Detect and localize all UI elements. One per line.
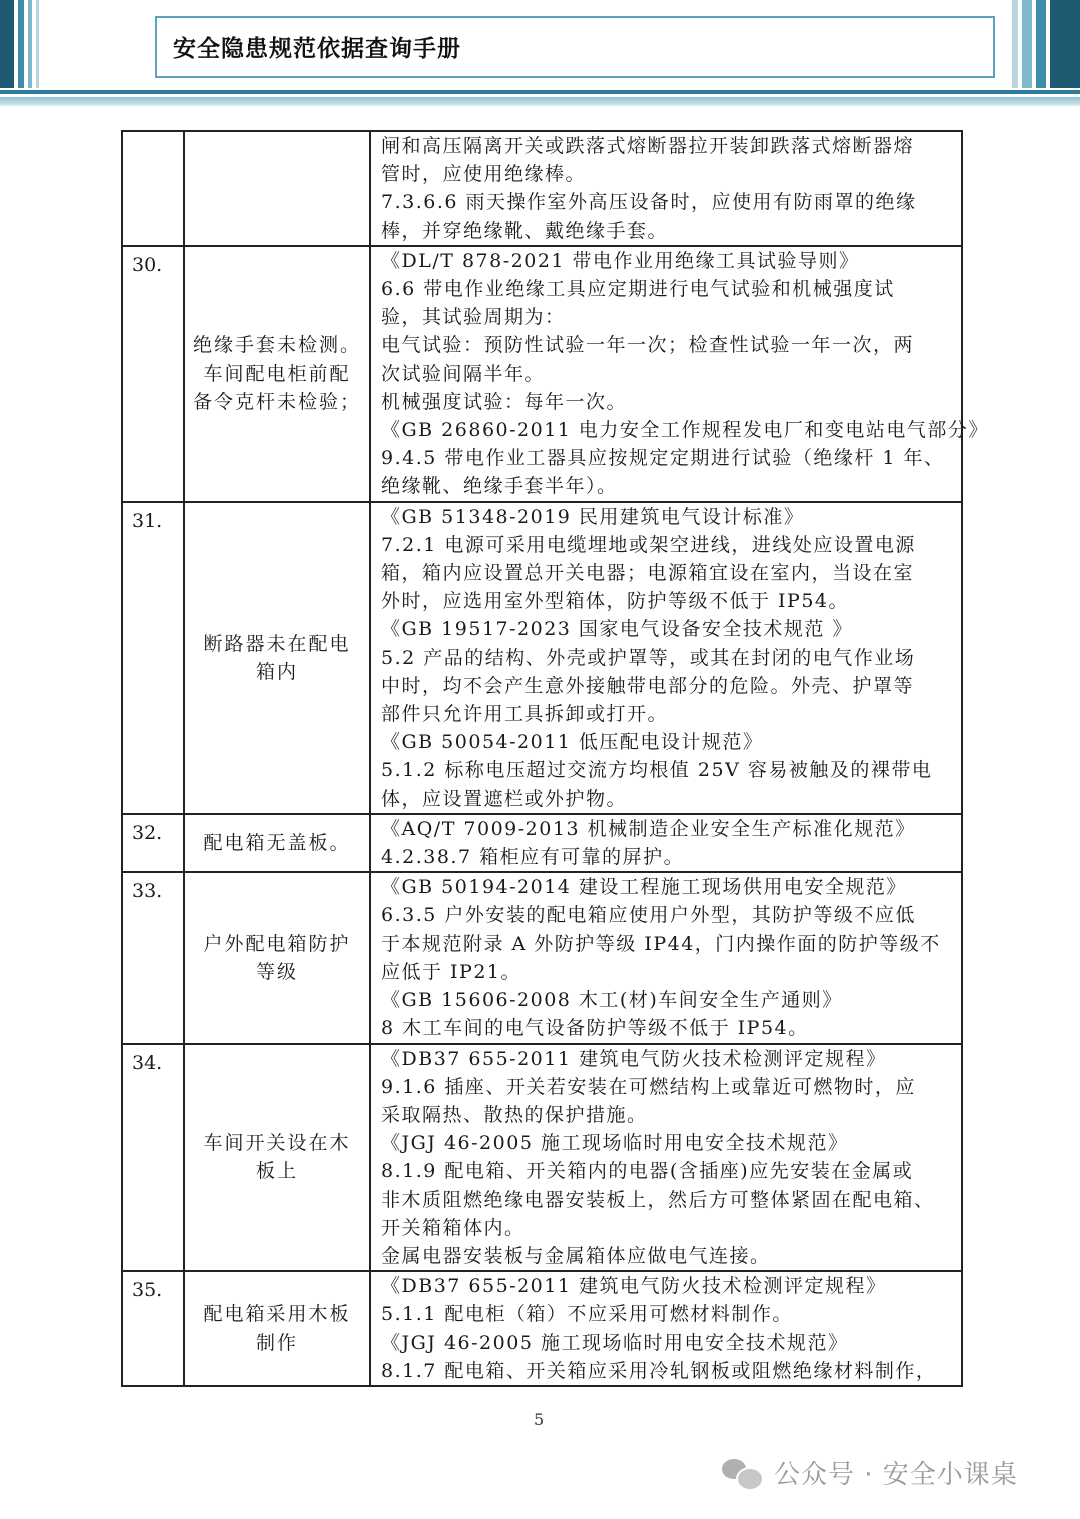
header-stripe [1050,0,1080,88]
basis-line: 机械强度试验：每年一次。 [381,390,628,413]
header-stripe [28,0,32,88]
basis-line: 体，应设置遮栏或外护物。 [381,787,628,810]
hazard-line: 绝缘手套未检测。 [193,334,362,357]
basis-line: 次试验间隔半年。 [381,362,546,385]
basis-line: 管时，应使用绝缘棒。 [381,163,587,186]
wechat-icon [722,1457,762,1489]
hazard-description [184,131,370,246]
row-number: 32. [122,814,184,872]
regulation-basis [370,814,962,872]
hazard-description [184,246,370,502]
regulation-basis [370,502,962,814]
basis-line: 电气试验：预防性试验一年一次；检查性试验一年一次，两 [381,334,915,357]
table-row [122,872,962,1043]
basis-line: 验，其试验周期为： [381,306,566,329]
regulation-basis [370,872,962,1043]
basis-line: 《GB 26860-2011 电力安全工作规程发电厂和变电站电气部分》 [381,419,989,442]
header-stripe [36,0,39,88]
basis-line: 8.1.9 配电箱、开关箱内的电器(含插座)应先安装在金属或 [381,1160,914,1183]
header-divider-shade [0,97,1080,106]
hazard-line: 配电箱采用木板 [203,1303,351,1326]
row-number: 30. [122,246,184,502]
basis-line: 《GB 51348-2019 民用建筑电气设计标准》 [381,505,805,528]
hazard-description [184,872,370,1043]
basis-line: 5.2 产品的结构、外壳或护罩等，或其在封闭的电气作业场 [381,646,916,669]
hazard-line: 断路器未在配电 [203,632,351,655]
basis-line: 《GB 15606-2008 木工(材)车间安全生产通则》 [381,989,843,1012]
basis-line: 8 木工车间的电气设备防护等级不低于 IP54。 [381,1017,809,1040]
header-stripe [1036,0,1046,88]
basis-line: 9.4.5 带电作业工器具应按规定定期进行试验（绝缘杆 1 年、 [381,447,945,470]
table-row [122,131,962,246]
header-band [0,0,1080,108]
hazard-line: 备令克杆未检验； [193,390,362,413]
hazard-line: 板上 [255,1160,298,1183]
row-number: 34. [122,1044,184,1272]
regulation-basis [370,246,989,502]
basis-line: 《DB37 655-2011 建筑电气防火技术检测评定规程》 [381,1047,887,1070]
basis-line: 《GB 19517-2023 国家电气设备安全技术规范 》 [381,618,853,641]
table-row [122,1271,962,1386]
basis-line: 《GB 50194-2014 建设工程施工现场供用电安全规范》 [381,876,907,899]
basis-line: 金属电器安装板与金属箱体应做电气连接。 [381,1244,771,1267]
basis-line: 闸和高压隔离开关或跌落式熔断器拉开装卸跌落式熔断器熔 [381,135,915,157]
basis-line: 于本规范附录 A 外防护等级 IP44，门内操作面的防护等级不 [381,932,941,955]
regulation-basis [370,1044,962,1272]
basis-line: 7.3.6.6 雨天操作室外高压设备时，应使用有防雨罩的绝缘 [381,191,917,214]
basis-line: 5.1.1 配电柜（箱）不应采用可燃材料制作。 [381,1303,793,1326]
basis-line: 《GB 50054-2011 低压配电设计规范》 [381,731,764,754]
basis-line: 采取隔热、散热的保护措施。 [381,1103,648,1126]
hazard-description [184,1044,370,1272]
basis-line: 6.3.5 户外安装的配电箱应使用户外型，其防护等级不应低 [381,904,916,927]
basis-line: 绝缘靴、绝缘手套半年）。 [381,475,618,498]
basis-line: 9.1.6 插座、开关若安装在可燃结构上或靠近可燃物时，应 [381,1075,916,1098]
basis-line: 应低于 IP21。 [381,960,522,983]
hazard-line: 户外配电箱防护 [203,932,351,955]
header-stripe [1012,0,1018,88]
regulation-basis [370,131,962,246]
hazard-description [184,814,370,872]
table-row [122,814,962,872]
header-title-box [155,16,995,78]
table-row [122,502,962,814]
hazard-line: 等级 [255,960,298,983]
basis-line: 《DL/T 878-2021 带电作业用绝缘工具试验导则》 [381,249,860,272]
basis-line: 7.2.1 电源可采用电缆埋地或架空进线，进线处应设置电源 [381,533,916,556]
regulation-basis [370,1271,962,1386]
hazard-description [184,1271,370,1386]
row-number: 31. [122,502,184,814]
basis-line: 中时，均不会产生意外接触带电部分的危险。外壳、护罩等 [381,674,915,697]
basis-line: 4.2.38.7 箱柜应有可靠的屏护。 [381,846,685,869]
page-number: 5 [534,1410,545,1429]
row-number [122,131,184,246]
page-title: 安全隐患规范依据查询手册 [173,36,461,62]
header-stripe [1022,0,1032,88]
basis-line: 开关箱箱体内。 [381,1216,525,1239]
basis-line: 棒，并穿绝缘靴、戴绝缘手套。 [381,219,669,242]
header-stripe [18,0,24,88]
basis-line: 部件只允许用工具拆卸或打开。 [381,703,669,726]
watermark-text: 公众号 · 安全小课桌 [774,1460,1018,1490]
basis-line: 8.1.7 配电箱、开关箱应采用冷轧钢板或阻燃绝缘材料制作， [381,1359,937,1382]
table-row [122,246,962,502]
hazard-line: 车间开关设在木 [203,1132,351,1155]
hazard-line: 箱内 [255,660,298,683]
basis-line: 《JGJ 46-2005 施工现场临时用电安全技术规范》 [381,1132,849,1155]
basis-line: 箱，箱内应设置总开关电器；电源箱宜设在室内，当设在室 [381,562,915,585]
basis-line: 6.6 带电作业绝缘工具应定期进行电气试验和机械强度试 [381,278,895,301]
hazard-line: 配电箱无盖板。 [203,831,351,854]
regulation-table [121,130,989,1387]
row-number: 33. [122,872,184,1043]
basis-line: 非木质阻燃绝缘电器安装板上，然后方可整体紧固在配电箱、 [381,1188,935,1211]
watermark [722,1454,1018,1491]
hazard-line: 车间配电柜前配 [203,362,351,385]
table-row [122,1044,962,1272]
hazard-line: 制作 [255,1331,298,1354]
header-divider [0,90,1080,94]
basis-line: 《JGJ 46-2005 施工现场临时用电安全技术规范》 [381,1331,849,1354]
basis-line: 5.1.2 标称电压超过交流方均根值 25V 容易被触及的裸带电 [381,759,933,782]
hazard-description [184,502,370,814]
basis-line: 《AQ/T 7009-2013 机械制造企业安全生产标准化规范》 [381,817,916,840]
basis-line: 《DB37 655-2011 建筑电气防火技术检测评定规程》 [381,1275,887,1298]
basis-line: 外时，应选用室外型箱体，防护等级不低于 IP54。 [381,590,850,613]
row-number: 35. [122,1271,184,1386]
header-stripe [0,0,14,88]
